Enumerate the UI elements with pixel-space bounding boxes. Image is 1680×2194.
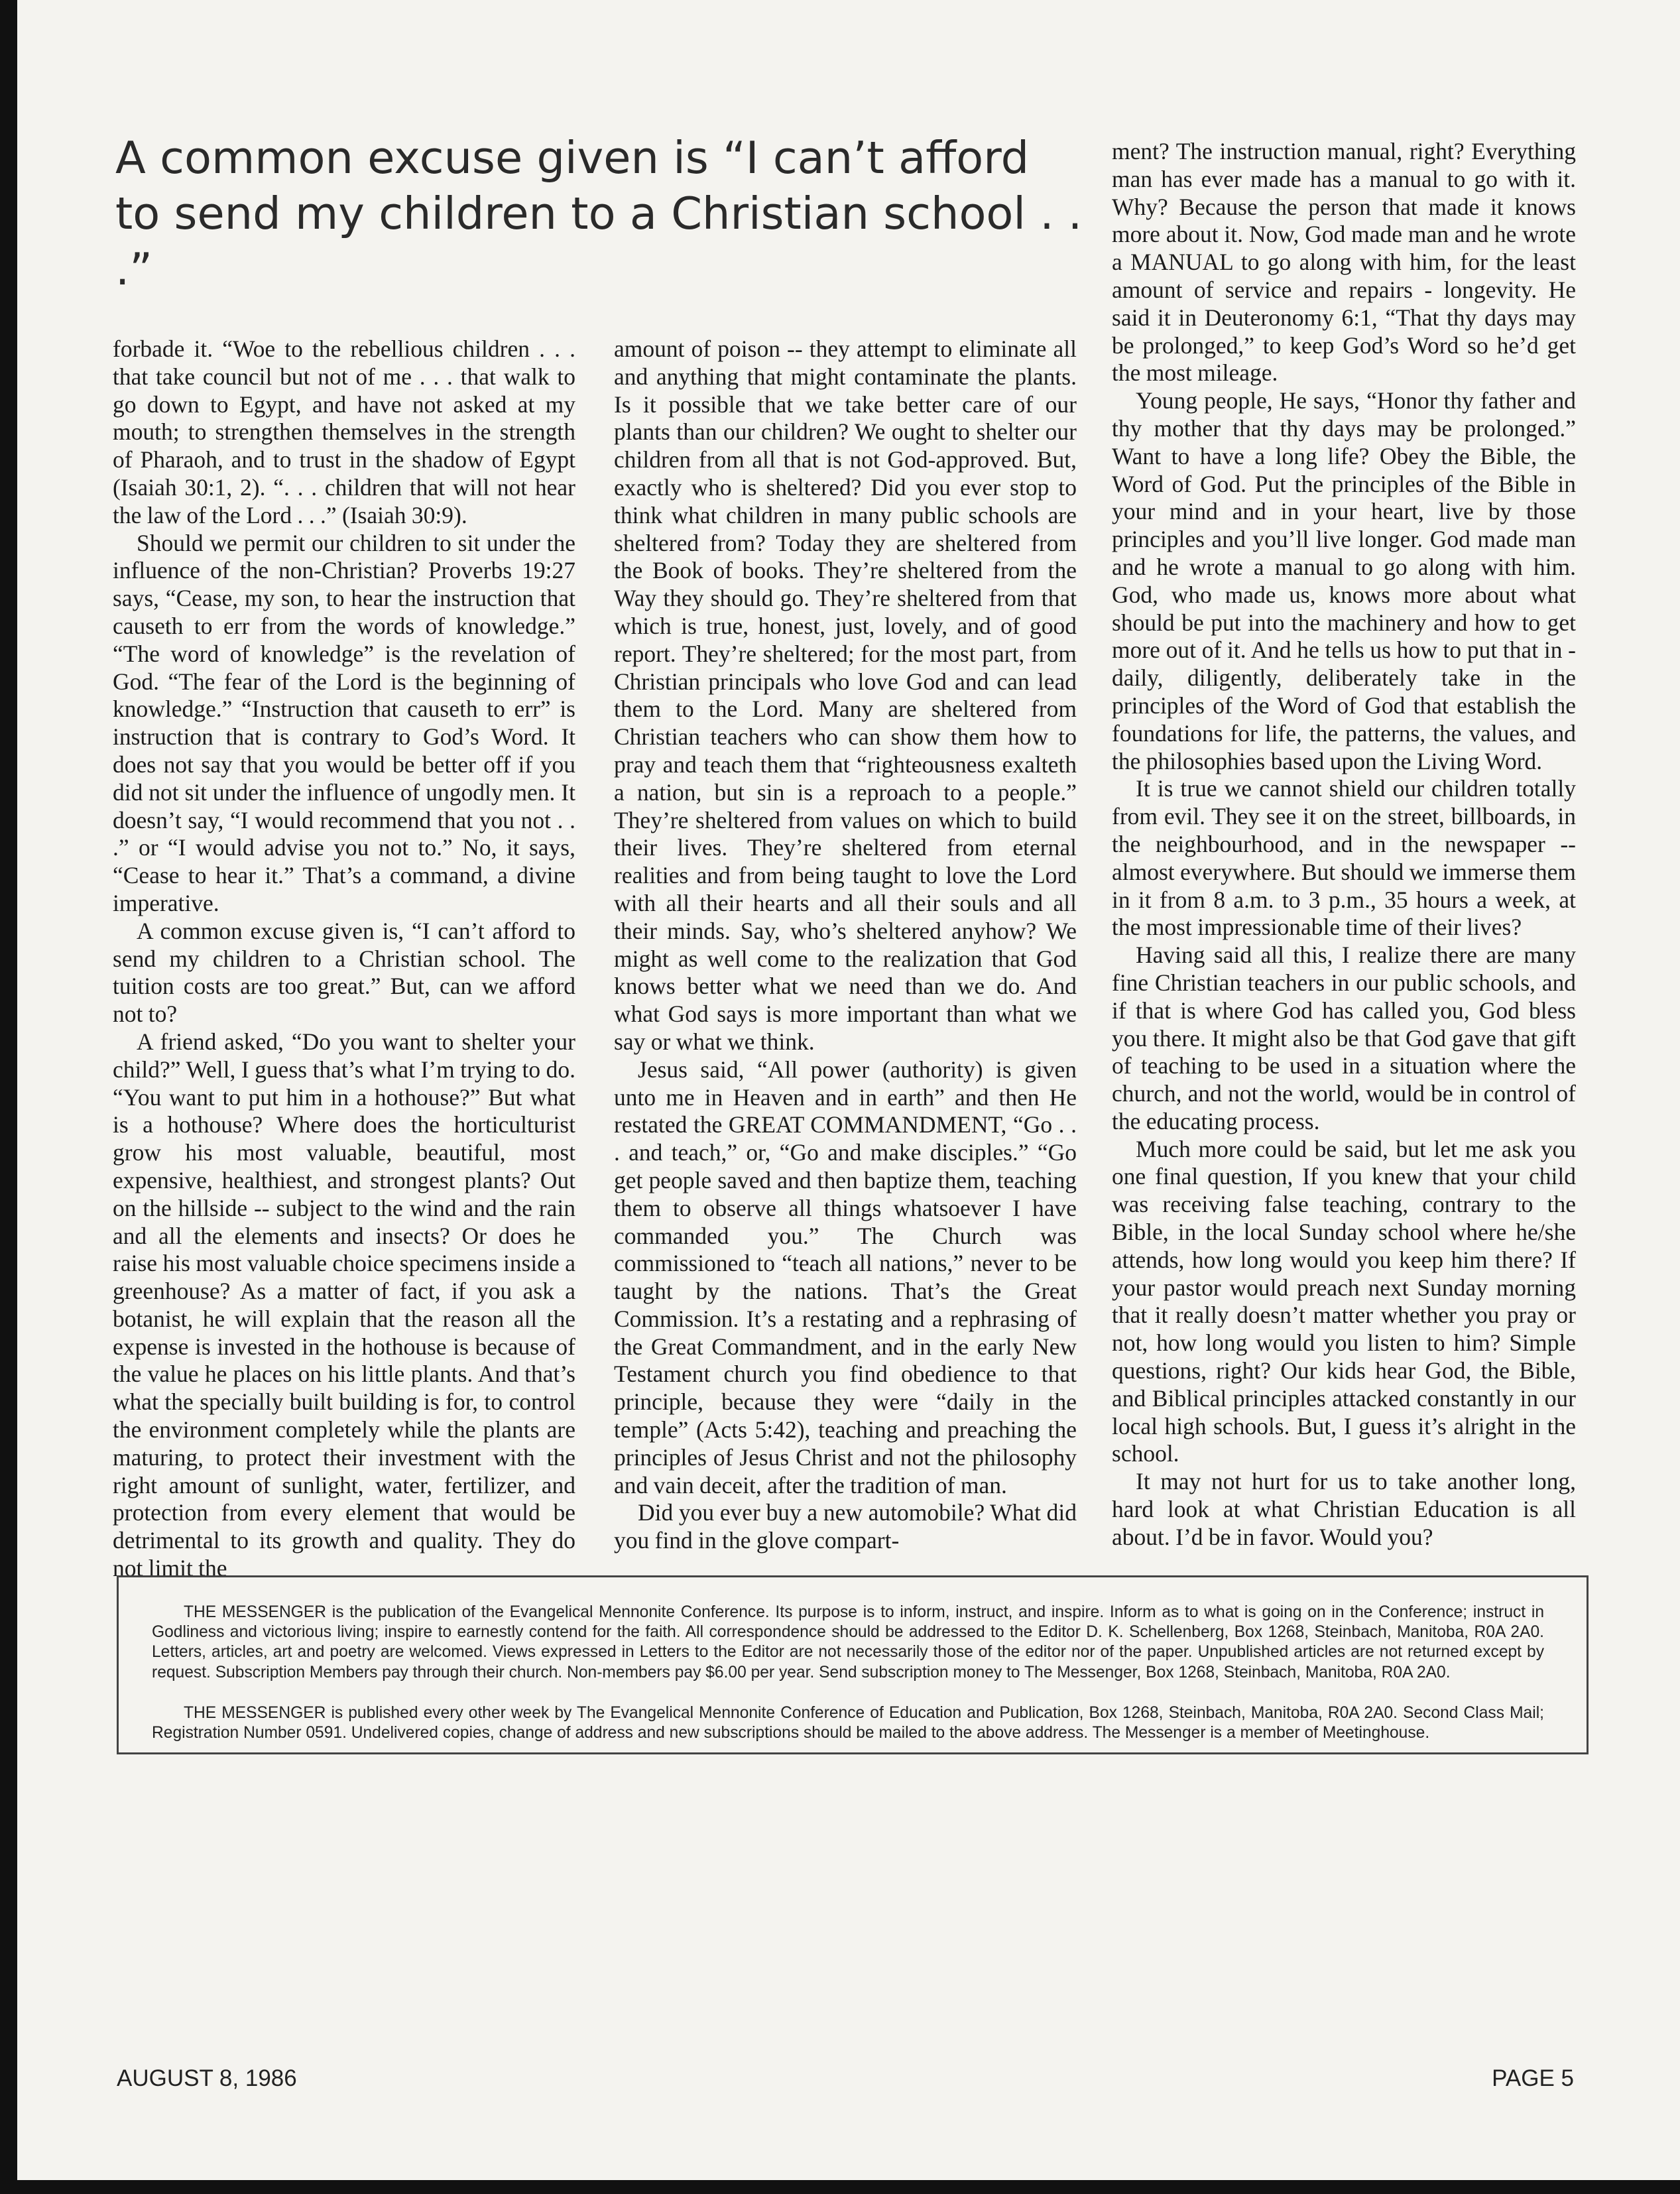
article-paragraph: A common excuse given is, “I can’t afford to send my children to a Christian school. The tuition costs are too great.” But, can we afford not to? [113,917,575,1028]
article-paragraph: Jesus said, “All power (authority) is given unto me in Heaven and in earth” and then He restated the GREAT COMMANDMENT, “Go . . . and teach,” or, “Go and make disciples.” “Go get people saved and then baptize them, teaching them to observe all things whatsoever I have commanded you.” The Church was commissioned to “teach all nations,” never to be taught by the nations. That’s the Great Commission. It’s a restating and a rephrasing of the Great Commandment, and in the early New Testament church you find obedience to that principle, because they were “daily in the temple” (Acts 5:42), teaching and preaching the principles of Jesus Christ and not the philosophy and vain deceit, after the tradition of man. [614,1056,1077,1498]
article-paragraph: A friend asked, “Do you want to shelter your child?” Well, I guess that’s what I’m trying to do. “You want to put him in a hothouse?” But what is a hothouse? Where does the horticulturist grow his most valuable, beautiful, most expensive, healthiest, and strongest plants? Out on the hillside -- subject to the wind and the rain and all the elements and insects? Or does he raise his most valuable choice specimens inside a greenhouse? As a matter of fact, if you ask a botanist, he will explain that the reason all the expense is invested in the hothouse is because of the value he places on his little plants. And that’s what the specially built building is for, to control the environment completely while the plants are maturing, to protect their investment with the right amount of sunlight, water, fertilizer, and protection from every element that would be detrimental to its growth and quality. They do not limit the [113,1028,575,1582]
article-column-1 [113,335,575,1583]
article-paragraph: ment? The instruction manual, right? Everything man has ever made has a manual to go with it. Why? Because the person that made it knows more about it. Now, God made man and he wrote a MANUAL to go along with him, for the least amount of service and repairs - longevity. He said it in Deuteronomy 6:1, “That thy days may be prolonged,” to keep God’s Word so he’d get the most mileage. [1112,138,1576,387]
issue-date: AUGUST 8, 1986 [117,2065,297,2091]
notice-paragraph-purpose: THE MESSENGER is the publication of the Evangelical Mennonite Conference. Its purpose is to inform, instruct, and inspire. Inform as to what is going on in the Conference; instruct in Godliness and victorious living; inspire to earnestly contend for the faith. All correspondence should be addressed to the Editor D. K. Schellenberg, Box 1268, Steinbach, Manitoba, R0A 2A0. Letters, articles, art and poetry are welcomed. Views expressed in Letters to the Editor are not necessarily those of the editor nor of the paper. Unpublished articles are not returned except by request. Subscription Members pay through their church. Non-members pay $6.00 per year. Send subscription money to The Messenger, Box 1268, Steinbach, Manitoba, R0A 2A0. [152,1603,1544,1681]
article-paragraph: Should we permit our children to sit under the influence of the non-Christian? Proverbs 19:27 says, “Cease, my son, to hear the instruction that causeth to err from the words of knowledge.” “The word of knowledge” is the revelation of God. “The fear of the Lord is the beginning of knowledge.” “Instruction that causeth to err” is instruction that is contrary to God’s Word. It does not say that you would be better off if you did not sit under the influence of ungodly men. It doesn’t say, “I would recommend that you not . . .” or “I would advise you not to.” No, it says, “Cease to hear it.” That’s a command, a divine imperative. [113,529,575,916]
article-paragraph: amount of poison -- they attempt to eliminate all and anything that might contaminate the plants. Is it possible that we take better care of our plants than our children? We ought to shelter our children from all that is not God-approved. But, exactly who is sheltered? Did you ever stop to think what children in many public schools are sheltered from? Today they are sheltered from the Book of books. They’re sheltered from the Way they should go. They’re sheltered from that which is true, honest, just, lovely, and of good report. They’re sheltered; for the most part, from Christian principals who love God and can lead them to the Lord. Many are sheltered from Christian teachers who can show them how to pray and teach them that “righteousness exalteth a nation, but sin is a reproach to a people.” They’re sheltered from values on which to build their lives. They’re sheltered from eternal realities and from being taught to love the Lord with all their hearts and all their souls and all their minds. Say, who’s sheltered anyhow? We might as well come to the realization that God knows better what we need than we do. And what God says is more important than what we say or what we think. [614,335,1077,1055]
notice-paragraph-publisher: THE MESSENGER is published every other week by The Evangelical Mennonite Conference of Education and Publication, Box 1268, Steinbach, Manitoba, R0A 2A0. Second Class Mail; Registration Number 0591. Undelivered copies, change of address and new subscriptions should be mailed to the above address. The Messenger is a member of Meetinghouse. [152,1703,1544,1742]
pull-quote-headline: A common excuse given is “I can’t afford to send my children to a Christian school . . .” [115,132,1083,295]
article-paragraph: Having said all this, I realize there are many fine Christian teachers in our public schools, and if that is where God has called you, God bless you there. It might also be that God gave that gift of teaching to be used in a situation where the church, and not the world, would be in control of the educating process. [1112,942,1576,1134]
article-column-3 [1112,138,1576,1552]
page-number: PAGE 5 [1492,2065,1574,2091]
article-column-2 [614,335,1077,1555]
article-paragraph: It may not hurt for us to take another long, hard look at what Christian Education is all about. I’d be in favor. Would you? [1112,1468,1576,1550]
article-paragraph: Much more could be said, but let me ask you one final question, If you knew that your child was receiving false teaching, contrary to the Bible, in the local Sunday school where he/she attends, how long would you keep him there? If your pastor would preach next Sunday morning that it really doesn’t matter whether you pray or not, how long would you listen to him? Simple questions, right? Our kids hear God, the Bible, and Biblical principles attacked constantly in our local high schools. But, I guess it’s alright in the school. [1112,1135,1576,1467]
article-paragraph: Did you ever buy a new automobile? What did you find in the glove compart- [614,1499,1077,1554]
scan-border-left [0,0,17,2194]
publication-notice-box [117,1575,1589,1754]
article-paragraph: forbade it. “Woe to the rebellious children . . . that take council but not of me . . . that walk to go down to Egypt, and have not asked at my mouth; to strengthen themselves in the strength of Pharaoh, and to trust in the shadow of Egypt (Isaiah 30:1, 2). “. . . children that will not hear the law of the Lord . . .” (Isaiah 30:9). [113,335,575,528]
article-paragraph: Young people, He says, “Honor thy father and thy mother that thy days may be prolonged.” Want to have a long life? Obey the Bible, the Word of God. Put the principles of the Bible in your mind and in your heart, live by those principles and you’ll live longer. God made man and he wrote a manual to go along with him. God, who made us, knows more about what should be put into the machinery and how to get more out of it. And he tells us how to put that in - daily, diligently, deliberately take in the principles of the Word of God that establish the foundations for life, the patterns, the values, and the philosophies based upon the Living Word. [1112,387,1576,774]
article-paragraph: It is true we cannot shield our children totally from evil. They see it on the street, billboards, in the neighbourhood, and in the newspaper -- almost everywhere. But should we immerse them in it from 8 a.m. to 3 p.m., 35 hours a week, at the most impressionable time of their lives? [1112,775,1576,941]
scan-border-bottom [0,2180,1680,2194]
